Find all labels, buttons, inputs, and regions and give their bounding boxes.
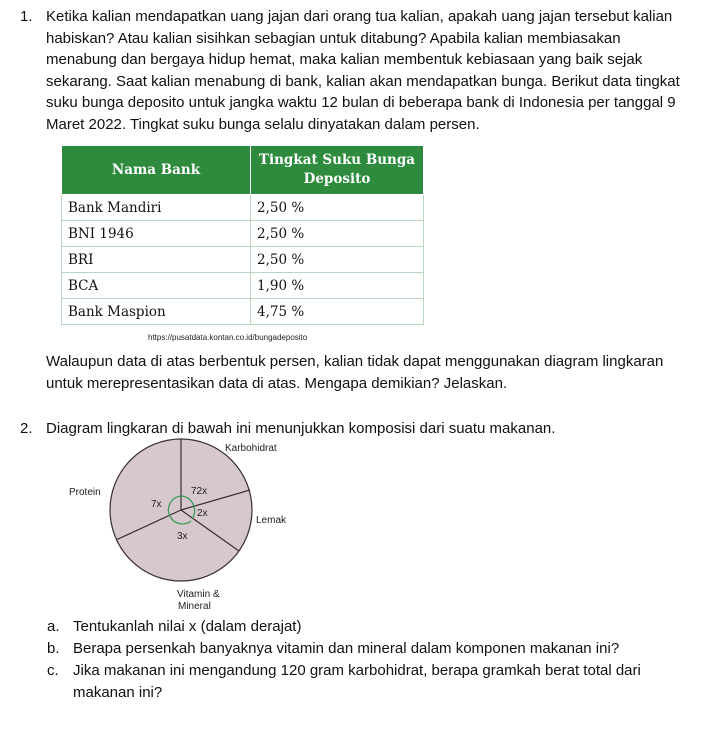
header-rate [251,146,424,195]
food-composition-pie-chart [60,438,320,618]
label-vitamin-mineral-line2: Mineral [178,601,211,612]
question-1-text: Ketika kalian mendapatkan uang jajan dari orang tua kalian, apakah uang jajan tersebut kalian habiskan? Atau kalian sisihkan sebagian untuk ditabung? Apabila kalian membiasakan menabung dan bergaya hidup hemat, maka kalian membentuk kebiasaan yang baik sejak sekarang. Saat kalian menabung di bank, kalian akan mendapatkan bunga. Berikut data tingkat suku bunga deposito untuk jangka waktu 12 bulan di beberapa bank di Indonesia per tanggal 9 Maret 2022. Tingkat suku bunga selalu dinyatakan dalam persen. [46,8,680,133]
table-row [62,299,424,325]
table-row [62,195,424,221]
table-row [62,273,424,299]
header-bank-name: Nama Bank [62,146,251,195]
angle-label-7x: 7x [151,499,162,510]
rate-cell: 4,75 % [251,299,424,325]
bank-cell: Bank Mandiri [62,195,251,221]
label-protein: Protein [69,487,101,498]
angle-label-72x: 72x [191,486,208,497]
question-1-number: 1. [20,8,33,25]
subquestion-letter: c. [47,662,59,679]
label-vitamin-mineral-line1: Vitamin & [177,589,220,600]
bank-cell: Bank Maspion [62,299,251,325]
header-rate-line2: Deposito [303,171,371,187]
subquestion-letter: a. [47,618,60,635]
rate-cell: 2,50 % [251,247,424,273]
rate-cell: 2,50 % [251,221,424,247]
bank-cell: BCA [62,273,251,299]
table-source-link: https://pusatdata.kontan.co.id/bungadeposito [148,333,308,342]
label-karbohidrat: Karbohidrat [225,443,277,454]
subquestion-letter: b. [47,640,60,657]
rate-cell: 1,90 % [251,273,424,299]
subquestion-text: Berapa persenkah banyaknya vitamin dan mineral dalam komponen makanan ini? [73,640,620,657]
rate-cell: 2,50 % [251,195,424,221]
question-1-followup: Walaupun data di atas berbentuk persen, kalian tidak dapat menggunakan diagram lingkaran untuk merepresentasikan data di atas. Mengapa demikian? Jelaskan. [46,353,664,392]
label-lemak: Lemak [256,515,287,526]
question-2-text: Diagram lingkaran di bawah ini menunjukkan komposisi dari suatu makanan. [46,420,556,437]
header-rate-line1: Tingkat Suku Bunga [258,152,416,168]
subquestion-text: Tentukanlah nilai x (dalam derajat) [73,618,302,635]
angle-label-2x: 2x [197,508,208,519]
angle-label-3x: 3x [177,531,188,542]
bank-cell: BNI 1946 [62,221,251,247]
question-2-number: 2. [20,420,33,437]
deposit-rate-table [61,145,424,325]
subquestion-text: Jika makanan ini mengandung 120 gram karbohidrat, berapa gramkah berat total dari makanan ini? [73,662,641,701]
table-row [62,221,424,247]
bank-cell: BRI [62,247,251,273]
table-row [62,247,424,273]
